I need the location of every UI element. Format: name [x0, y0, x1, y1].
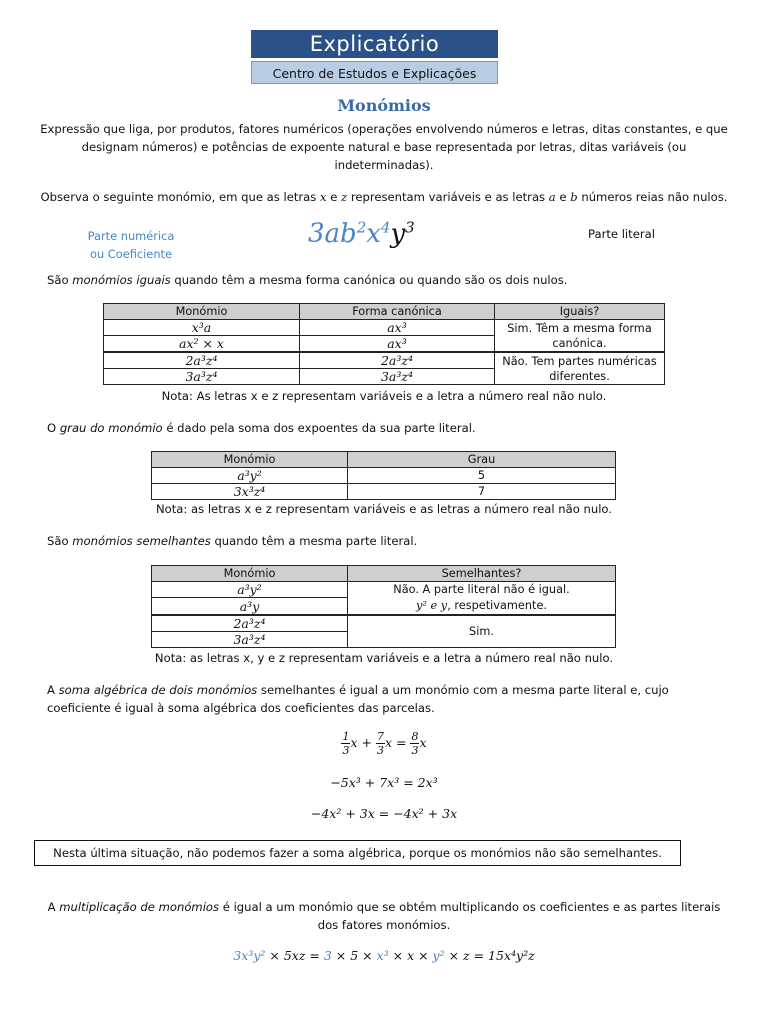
equal-monomials-intro: São monómios iguais quando têm a mesma forma canónica ou quando são os dois nulos.: [47, 273, 568, 287]
formula-cube-sum: −5x³ + 7x³ = 2x³: [330, 775, 438, 790]
degree-table: Monómio Grau a³y² 5 3x³z⁴ 7: [151, 451, 616, 500]
degree-intro: O grau do monómio é dado pela soma dos expoentes da sua parte literal.: [47, 421, 476, 435]
similar-monomials-table: Monómio Semelhantes? a³y² Não. A parte literal não é igual. y² e y, respetivamente. a³y 2a³z⁴ Sim. 3a³z⁴: [151, 565, 616, 648]
literal-part-label: Parte literal: [588, 227, 655, 241]
boxed-note: Nesta última situação, não podemos fazer a soma algébrica, porque os monómios não são semelhantes.: [34, 840, 681, 866]
equal-monomials-table: Monómio Forma canónica Iguais? x³a ax³ Sim. Têm a mesma forma canónica. ax² × x ax³ 2a³z⁴ 2a³z⁴ Não. Tem partes numéricas diferentes. 3a³z⁴ 3a³z⁴: [103, 303, 665, 385]
page-title: Monómios: [337, 96, 431, 115]
brand-title: Explicatório: [251, 30, 498, 58]
brand-subtitle: Centro de Estudos e Explicações: [251, 61, 498, 84]
multiplication-paragraph: A multiplicação de monómios é igual a um monómio que se obtém multiplicando os coeficientes e as partes literais dos fatores monómios.: [47, 900, 721, 932]
definition-paragraph: Expressão que liga, por produtos, fatores numéricos (operações envolvendo números e letras, ditas constantes, e que designam números) e potências de expoente natural e base representada por letras, ditas variáveis (ou indeterminadas).: [40, 122, 728, 172]
observe-sentence: Observa o seguinte monómio, em que as letras x e z representam variáveis e as letras a e b números reias não nulos.: [40, 190, 728, 204]
equal-table-note: Nota: As letras x e z representam variáveis e a letra a número real não nulo.: [161, 389, 607, 403]
degree-table-note: Nota: as letras x e z representam variáveis e as letras a número real não nulo.: [156, 502, 612, 516]
formula-fraction-sum: $\frac{1}{3}$ x + $\frac{7}{3}$ x = $\frac{8}{3}$ x: [342, 730, 427, 757]
formula-multiplication: 3x³y² × 5xz = 3 × 5 × x³ × x × y² × z = 15x⁴y²z: [233, 948, 535, 963]
example-monomial: $3ab^2x^4y^3$: [308, 218, 415, 249]
similar-monomials-intro: São monómios semelhantes quando têm a mesma parte literal.: [47, 534, 418, 548]
coefficient-label: Parte numérica ou Coeficiente: [87, 229, 175, 261]
algebraic-sum-paragraph: A soma algébrica de dois monómios semelhantes é igual a um monómio com a mesma parte literal e, cujo coeficiente é igual à soma algébrica dos coeficientes das parcelas.: [47, 683, 669, 715]
similar-table-note: Nota: as letras x, y e z representam variáveis e a letra a número real não nulo.: [154, 651, 614, 665]
formula-non-similar: −4x² + 3x = −4x² + 3x: [310, 806, 458, 821]
